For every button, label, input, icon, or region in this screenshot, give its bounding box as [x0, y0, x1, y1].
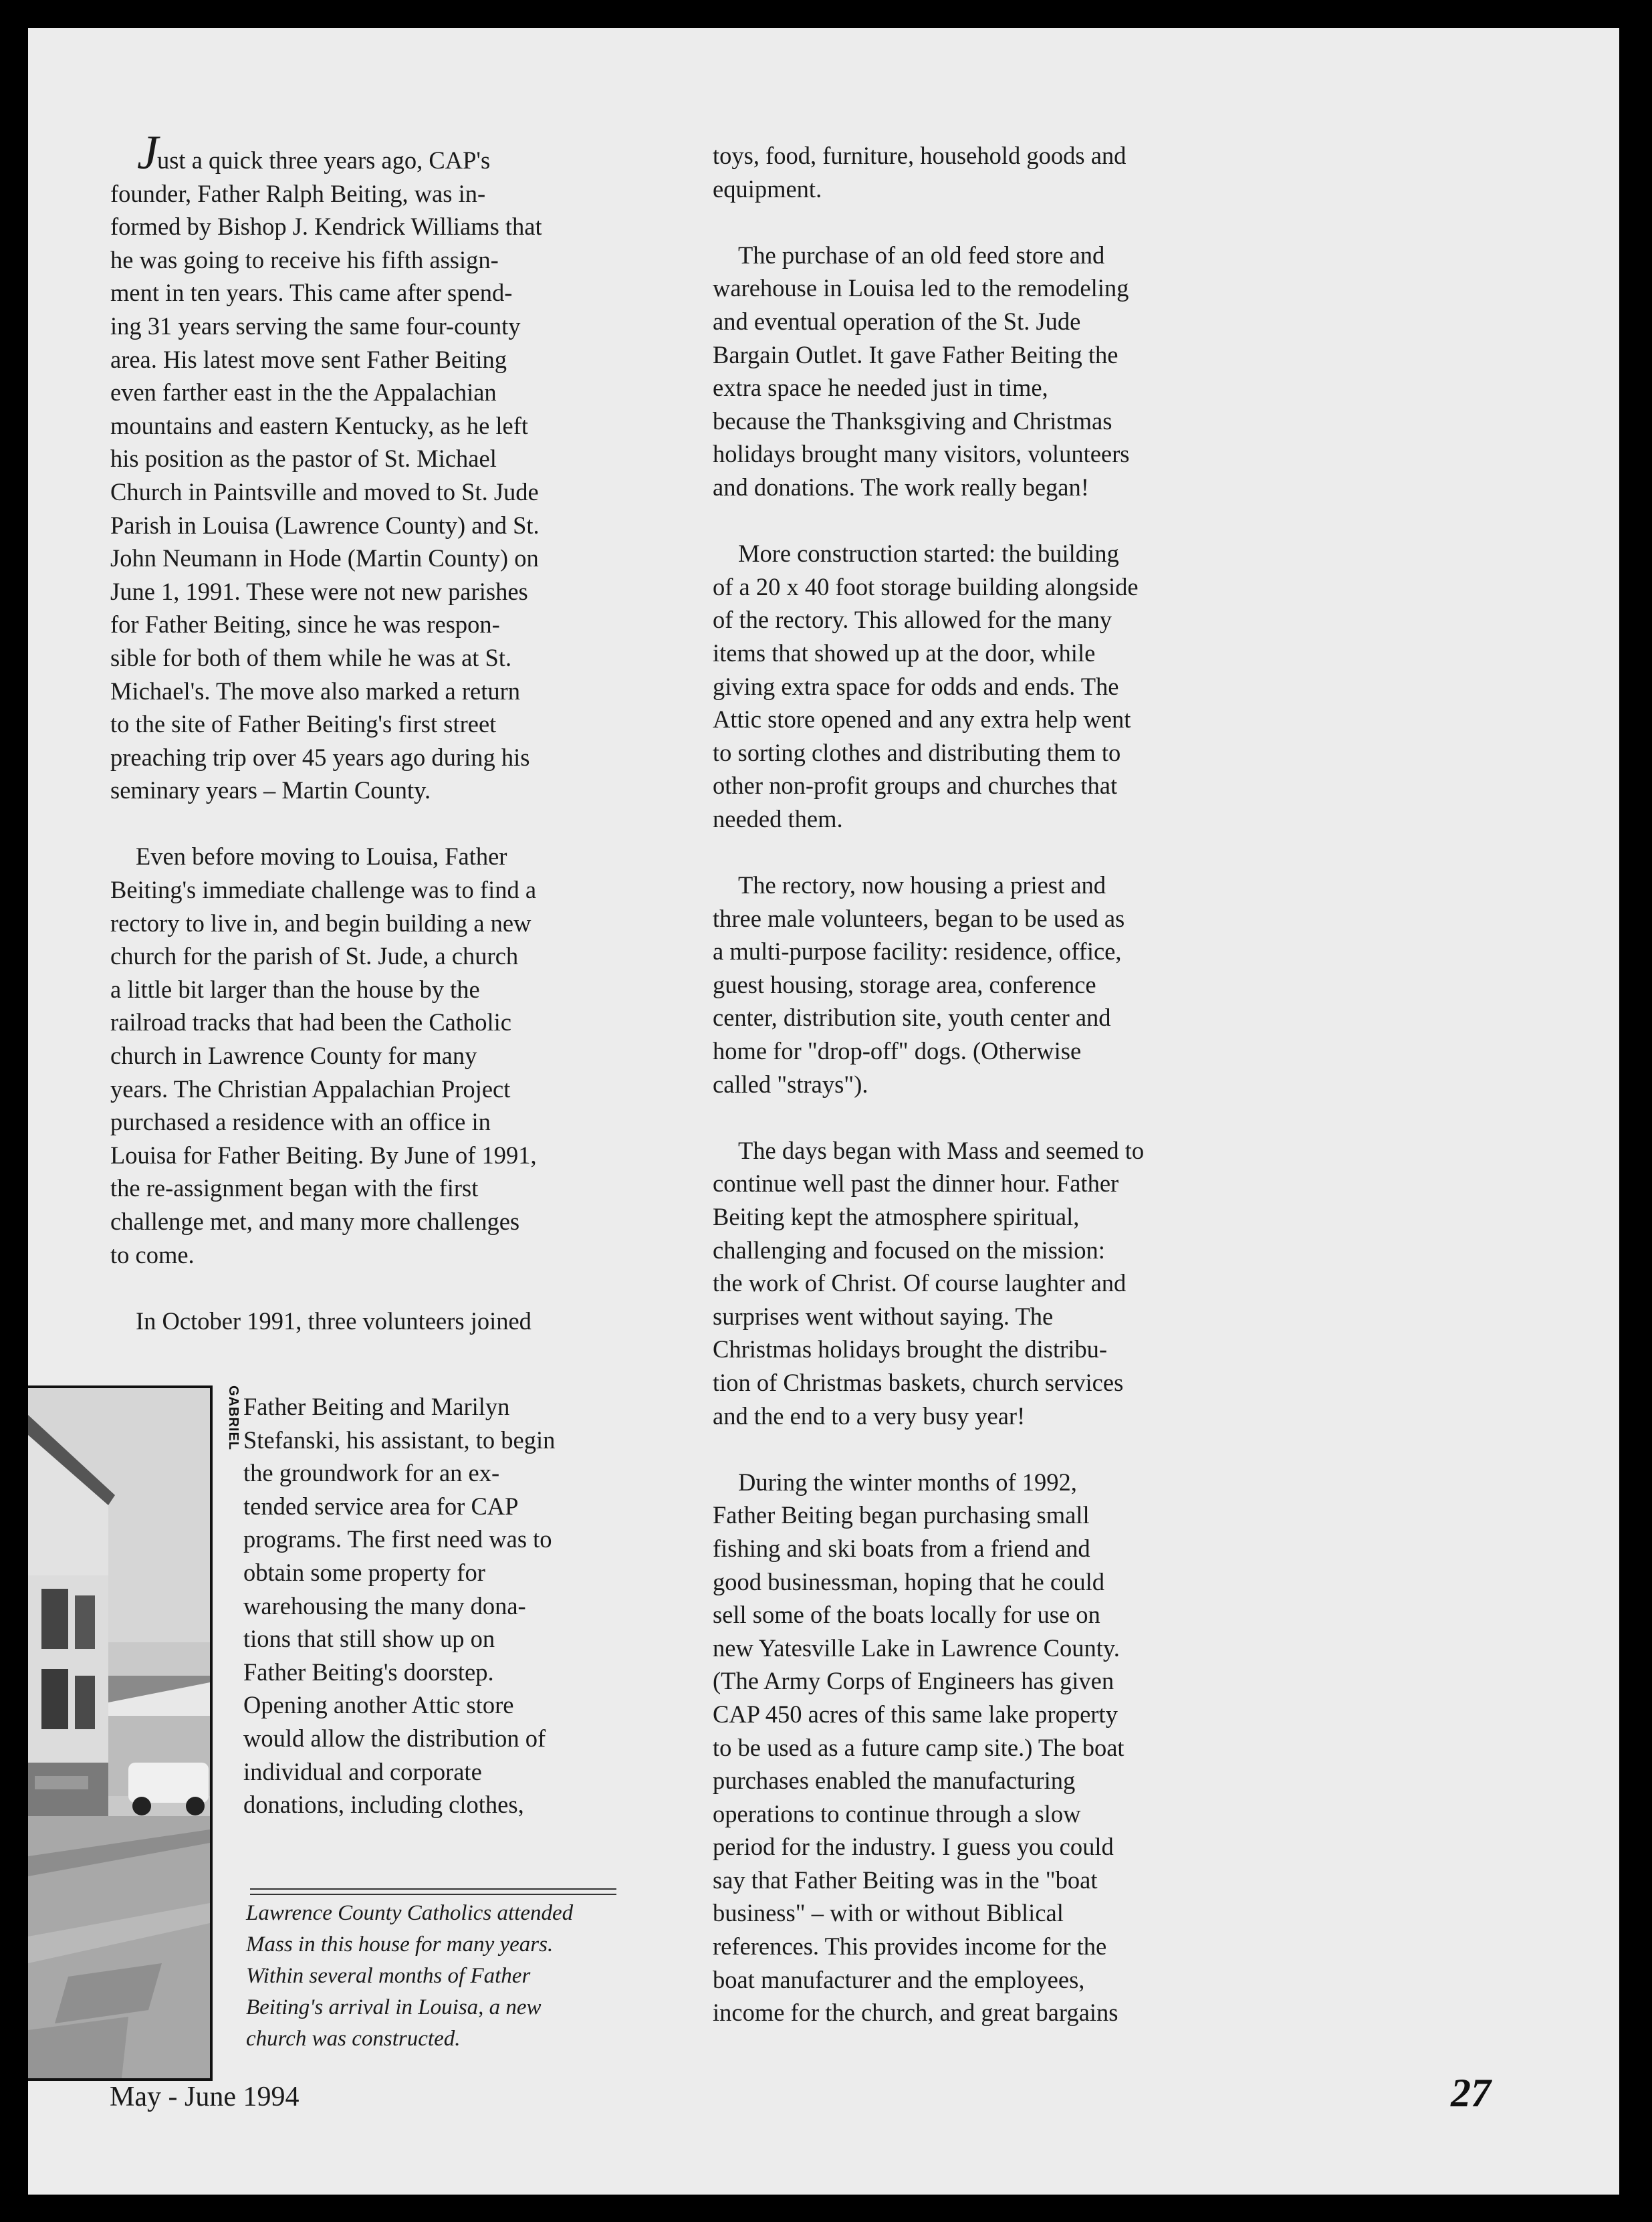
text-line: Even before moving to Louisa, Father — [136, 843, 507, 871]
text-line: Beiting's immediate challenge was to find a — [110, 876, 537, 904]
text-line: tion of Christmas baskets, church services — [713, 1368, 1124, 1396]
text-line: John Neumann in Hode (Martin County) on — [110, 544, 539, 572]
text-line: of the rectory. This allowed for the many — [713, 606, 1112, 634]
church-house-photo — [28, 1385, 213, 2081]
paragraph-gap — [713, 835, 1301, 869]
text-line: Father Beiting's doorstep. — [243, 1658, 494, 1686]
text-line: the work of Christ. Of course laughter and — [713, 1269, 1127, 1297]
text-line: holidays brought many visitors, volunteers — [713, 440, 1130, 468]
text-line: obtain some property for — [243, 1558, 485, 1586]
text-line: More construction started: the building — [738, 540, 1119, 568]
paragraph-gap — [110, 807, 645, 841]
text-line: Church in Paintsville and moved to St. Jude — [110, 477, 539, 506]
caption-rule-bottom — [250, 1894, 616, 1895]
text-line: June 1, 1991. These were not new parishes — [110, 577, 528, 605]
text-line: because the Thanksgiving and Christmas — [713, 407, 1112, 435]
magazine-page — [28, 28, 1619, 2195]
text-line: good businessman, hoping that he could — [713, 1567, 1104, 1595]
text-line: the groundwork for an ex- — [243, 1459, 500, 1487]
text-line: income for the church, and great bargains — [713, 1999, 1118, 2027]
text-line: other non-profit groups and churches that — [713, 772, 1118, 800]
photo-credit: GABRIEL — [226, 1385, 241, 1450]
text-line: say that Father Beiting was in the "boat — [713, 1866, 1098, 1894]
text-line: a multi-purpose facility: residence, office, — [713, 937, 1122, 966]
photo-caption — [246, 1898, 661, 2055]
text-line: (The Army Corps of Engineers has given — [713, 1667, 1114, 1695]
text-line: The rectory, now housing a priest and — [738, 871, 1106, 899]
text-line: Father Beiting began purchasing small — [713, 1501, 1090, 1529]
text-line: mountains and eastern Kentucky, as he left — [110, 411, 529, 439]
text-line: Attic store opened and any extra help went — [713, 705, 1131, 734]
text-line: extra space he needed just in time, — [713, 374, 1048, 402]
text-line: During the winter months of 1992, — [738, 1468, 1077, 1496]
house-photo-illustration — [28, 1388, 210, 2078]
paragraph-gap — [713, 504, 1301, 538]
text-line: Beiting kept the atmosphere spiritual, — [713, 1203, 1080, 1230]
text-line: giving extra space for odds and ends. The — [713, 672, 1119, 700]
text-line: Michael's. The move also marked a return — [110, 677, 521, 705]
text-line: founder, Father Ralph Beiting, was in- — [110, 179, 486, 207]
text-line: center, distribution site, youth center and — [713, 1004, 1111, 1032]
text-line: Christmas holidays brought the distribu- — [713, 1335, 1108, 1363]
text-line: equipment. — [713, 175, 822, 203]
text-line: needed them. — [713, 804, 843, 832]
page-number: 27 — [1451, 2071, 1491, 2115]
paragraph-gap — [713, 1101, 1301, 1134]
text-line: sible for both of them while he was at St. — [110, 643, 512, 671]
text-line: Opening another Attic store — [243, 1691, 514, 1719]
text-line: ing 31 years serving the same four-county — [110, 312, 521, 340]
text-line: Within several months of Father — [246, 1964, 531, 1988]
text-line: new Yatesville Lake in Lawrence County. — [713, 1634, 1120, 1662]
text-line: period for the industry. I guess you could — [713, 1833, 1114, 1861]
text-line: the re-assignment began with the first — [110, 1174, 479, 1202]
text-line: formed by Bishop J. Kendrick Williams that — [110, 213, 542, 241]
text-line: guest housing, storage area, conference — [713, 970, 1096, 998]
text-line: of a 20 x 40 foot storage building alongside — [713, 572, 1139, 600]
text-line: he was going to receive his fifth assign- — [110, 245, 499, 273]
text-line: would allow the distribution of — [243, 1724, 546, 1752]
text-line: tions that still show up on — [243, 1625, 495, 1653]
text-line: fishing and ski boats from a friend and — [713, 1534, 1090, 1562]
text-line: warehousing the many dona- — [243, 1591, 526, 1620]
text-line: operations to continue through a slow — [713, 1799, 1081, 1827]
text-line: Louisa for Father Beiting. By June of 1991, — [110, 1141, 537, 1169]
text-line: seminary years – Martin County. — [110, 776, 431, 804]
text-line: warehouse in Louisa led to the remodeling — [713, 274, 1129, 302]
text-line — [110, 126, 645, 179]
paragraph-gap — [110, 1271, 645, 1305]
text-line: Beiting's arrival in Louisa, a new — [246, 1995, 542, 2019]
text-line: tended service area for CAP — [243, 1492, 519, 1520]
text-line: church for the parish of St. Jude, a church — [110, 942, 519, 970]
text-line: challenge met, and many more challenges — [110, 1208, 520, 1235]
text-line: Bargain Outlet. It gave Father Beiting the — [713, 340, 1118, 368]
text-line: ment in ten years. This came after spend- — [110, 279, 513, 307]
text-line: railroad tracks that had been the Catholic — [110, 1008, 511, 1036]
text-line: purchases enabled the manufacturing — [713, 1767, 1076, 1795]
text-line: to be used as a future camp site.) The boat — [713, 1733, 1125, 1761]
text-line: a little bit larger than the house by the — [110, 975, 480, 1003]
text-line: programs. The first need was to — [243, 1525, 552, 1553]
text-line: rectory to live in, and begin building a new — [110, 909, 532, 937]
drop-cap: J — [137, 126, 158, 179]
text-line: references. This provides income for the — [713, 1932, 1107, 1961]
text-line: even farther east in the the Appalachian — [110, 378, 497, 407]
text-line: In October 1991, three volunteers joined — [136, 1307, 532, 1335]
text-line: The purchase of an old feed store and — [738, 241, 1105, 269]
text-line: and eventual operation of the St. Jude — [713, 307, 1081, 335]
issue-date: May - June 1994 — [110, 2082, 300, 2112]
text-line: Mass in this house for many years. — [246, 1932, 554, 1957]
article-column-right — [713, 139, 1301, 2029]
article-column-left-wrap — [243, 1390, 658, 1821]
text-line: area. His latest move sent Father Beiting — [110, 345, 507, 373]
text-line: and donations. The work really began! — [713, 473, 1089, 501]
text-line: to the site of Father Beiting's first street — [110, 710, 497, 738]
text-line: Lawrence County Catholics attended — [246, 1901, 574, 1925]
text-line: called "strays"). — [713, 1070, 868, 1098]
text-line: CAP 450 acres of this same lake property — [713, 1700, 1118, 1728]
text-line: sell some of the boats locally for use on — [713, 1601, 1100, 1629]
text-line: home for "drop-off" dogs. (Otherwise — [713, 1037, 1082, 1065]
text-line: years. The Christian Appalachian Project — [110, 1075, 511, 1103]
text-line: purchased a residence with an office in — [110, 1108, 491, 1136]
paragraph-gap — [713, 205, 1301, 239]
text-line: to come. — [110, 1240, 195, 1268]
text-line: individual and corporate — [243, 1757, 482, 1785]
text-line: business" – with or without Biblical — [713, 1899, 1064, 1927]
text-line: three male volunteers, began to be used as — [713, 904, 1125, 932]
text-line: Stefanski, his assistant, to begin — [243, 1426, 556, 1454]
text-line: The days began with Mass and seemed to — [738, 1136, 1145, 1164]
text-line: his position as the pastor of St. Michael — [110, 445, 497, 473]
text-line: to sorting clothes and distributing them to — [713, 738, 1121, 766]
text-line: donations, including clothes, — [243, 1791, 524, 1819]
text-line: surprises went without saying. The — [713, 1302, 1054, 1330]
paragraph-gap — [713, 1432, 1301, 1466]
caption-rule-top — [250, 1888, 616, 1890]
text-line: items that showed up at the door, while — [713, 639, 1096, 667]
text-line: church in Lawrence County for many — [110, 1042, 477, 1070]
text-line: Father Beiting and Marilyn — [243, 1393, 510, 1420]
text-line: challenging and focused on the mission: — [713, 1236, 1105, 1264]
text-line: preaching trip over 45 years ago during his — [110, 743, 530, 771]
text-line: Parish in Louisa (Lawrence County) and St. — [110, 511, 540, 539]
text-line: continue well past the dinner hour. Father — [713, 1170, 1119, 1198]
text-line: church was constructed. — [246, 2027, 461, 2051]
text-line: boat manufacturer and the employees, — [713, 1965, 1085, 1993]
text-line-content: ust a quick three years ago, CAP's — [156, 146, 491, 174]
text-line: for Father Beiting, since he was respon- — [110, 610, 500, 639]
text-line: toys, food, furniture, household goods and — [713, 142, 1127, 169]
text-line: and the end to a very busy year! — [713, 1402, 1026, 1430]
article-column-left — [110, 126, 645, 1337]
